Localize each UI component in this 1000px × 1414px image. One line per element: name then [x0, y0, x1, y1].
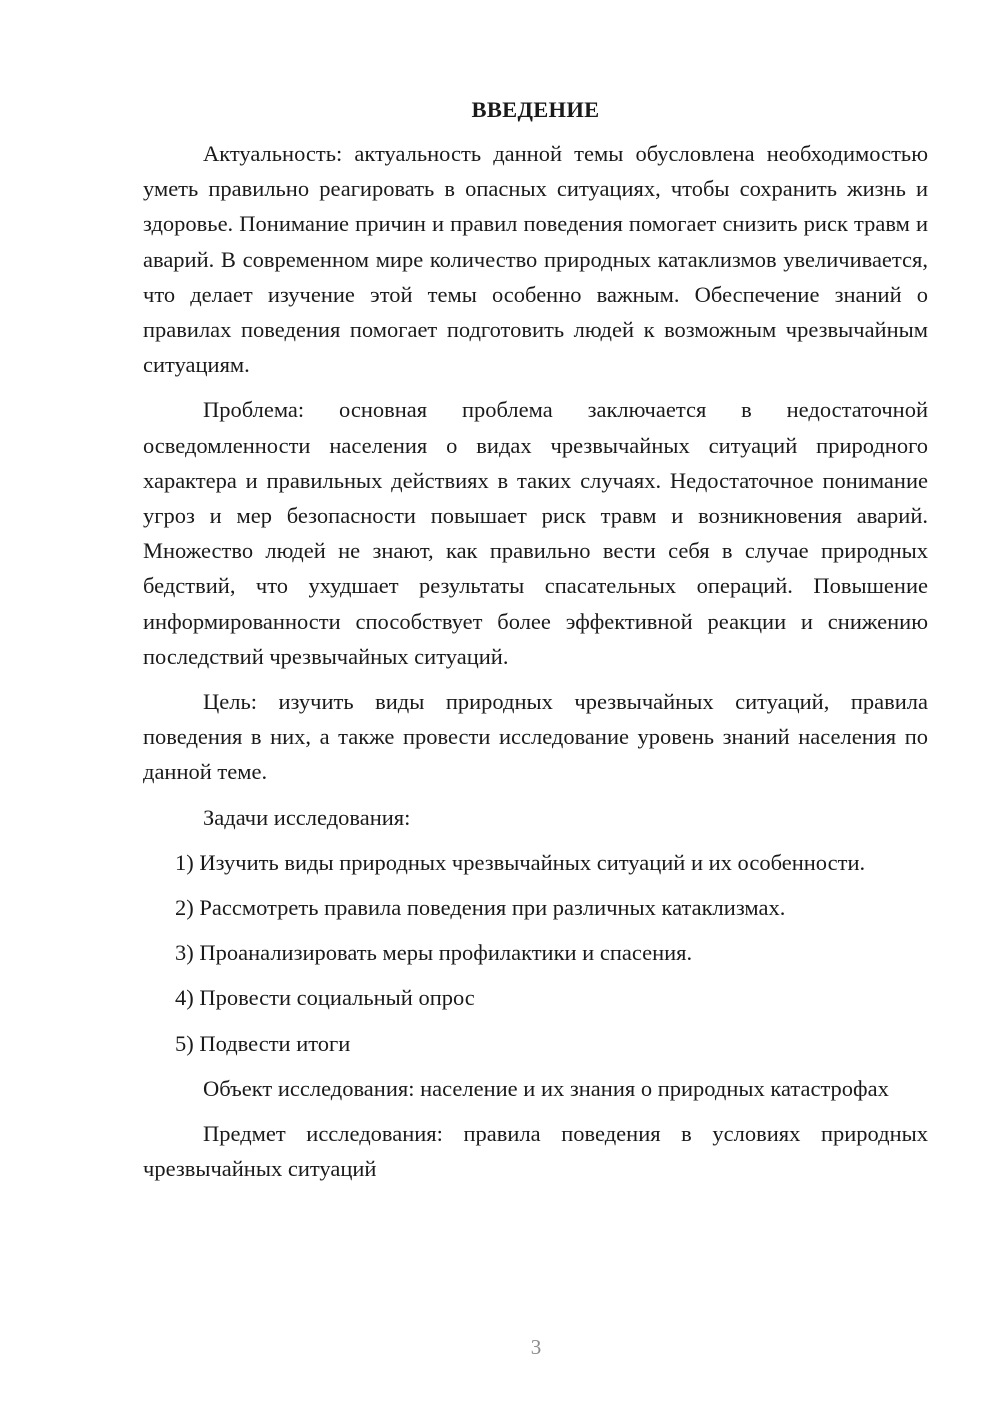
goal-paragraph: Цель: изучить виды природных чрезвычайных ситуаций, правила поведения в них, а также провести исследование уровень знаний населения по данной теме.	[143, 689, 928, 785]
task-item-2: 2) Рассмотреть правила поведения при различных катаклизмах.	[175, 895, 786, 921]
task-item-4: 4) Провести социальный опрос	[175, 985, 475, 1011]
page-title: ВВЕДЕНИЕ	[471, 97, 600, 122]
tasks-list	[143, 845, 928, 1061]
task-item-5: 5) Подвести итоги	[175, 1030, 351, 1056]
relevance-paragraph: Актуальность: актуальность данной темы обусловлена необходимостью уметь правильно реагировать в опасных ситуациях, чтобы сохранить жизнь и здоровье. Понимание причин и правил поведения помогает снизить риск травм и аварий. В современном мире количество природных катаклизмов увеличивается, что делает изучение этой темы особенно важным. Обеспечение знаний о правилах поведения помогает подготовить людей к возможным чрезвычайным ситуациям.	[143, 141, 928, 378]
subject-paragraph: Предмет исследования: правила поведения в условиях природных чрезвычайных ситуаций	[143, 1121, 928, 1182]
page-number: 3	[530, 1335, 542, 1359]
task-item-3: 3) Проанализировать меры профилактики и спасения.	[175, 940, 693, 966]
document-body	[143, 90, 928, 1196]
tasks-heading: Задачи исследования:	[203, 804, 411, 830]
object-paragraph: Объект исследования: население и их знания о природных катастрофах	[203, 1075, 889, 1101]
problem-paragraph: Проблема: основная проблема заключается в недостаточной осведомленности населения о видах чрезвычайных ситуаций природного характера и правильных действиях в таких случаях. Недостаточное понимание угроз и мер безопасности повышает риск травм и возникновения аварий. Множество людей не знают, как правильно вести себя в случае природных бедствий, что ухудшает результаты спасательных операций. Повышение информированности способствует более эффективной реакции и снижению последствий чрезвычайных ситуаций.	[143, 397, 928, 669]
task-item-1: 1) Изучить виды природных чрезвычайных ситуаций и их особенности.	[175, 849, 866, 875]
